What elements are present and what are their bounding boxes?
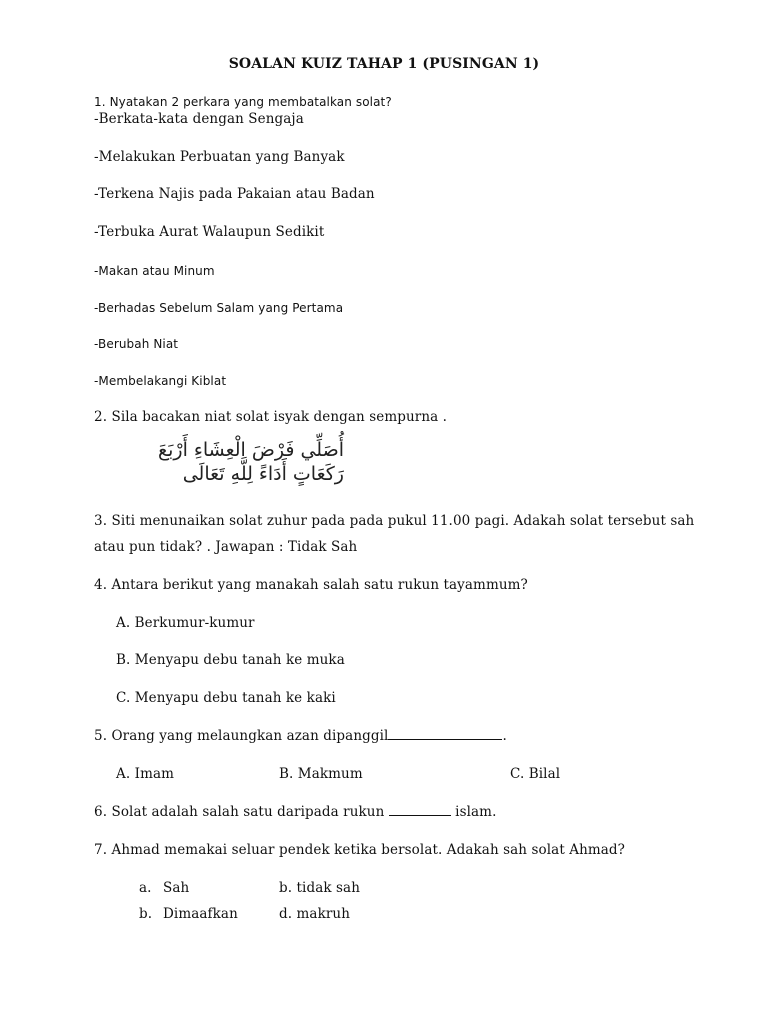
question-5 — [94, 727, 507, 745]
answer-item: -Berkata-kata dengan Sengaja — [94, 111, 304, 127]
option-c: C. Bilal — [510, 766, 561, 782]
question-2: 2. Sila bacakan niat solat isyak dengan sempurna . — [94, 409, 448, 425]
option-a: A. Imam — [116, 766, 175, 782]
option-b: B. Menyapu debu tanah ke muka — [116, 652, 345, 668]
option-b: b. tidak sah — [279, 880, 361, 896]
question-5-text: 5. Orang yang melaungkan azan dipanggil — [94, 728, 389, 744]
option-letter: a. — [139, 880, 152, 896]
option-b: B. Makmum — [279, 766, 363, 782]
answer-item: -Berhadas Sebelum Salam yang Pertama — [94, 301, 344, 315]
question-3-line-1: 3. Siti menunaikan solat zuhur pada pada pukul 11.00 pagi. Adakah solat tersebut sah — [94, 513, 695, 529]
answer-item: -Terbuka Aurat Walaupun Sedikit — [94, 224, 325, 240]
option-letter: b. — [139, 906, 153, 922]
question-1: 1. Nyatakan 2 perkara yang membatalkan solat? — [94, 95, 392, 109]
question-6-text: 6. Solat adalah salah satu daripada rukun — [94, 804, 389, 820]
arabic-niat-text — [94, 438, 344, 492]
page-title: SOALAN KUIZ TAHAP 1 (PUSINGAN 1) — [228, 56, 540, 72]
question-6 — [94, 803, 496, 821]
question-6-end: islam. — [450, 804, 497, 820]
answer-item: -Terkena Najis pada Pakaian atau Badan — [94, 186, 375, 202]
option-a: A. Berkumur-kumur — [116, 615, 255, 631]
option-text: Dimaafkan — [163, 906, 238, 922]
question-7: 7. Ahmad memakai seluar pendek ketika bersolat. Adakah sah solat Ahmad? — [94, 842, 626, 858]
answer-item: -Melakukan Perbuatan yang Banyak — [94, 149, 345, 165]
arabic-line: رَكَعَاتٍ أَدَاءً لِلَّهِ تَعَالَى — [182, 463, 344, 485]
question-5-end: . — [502, 728, 507, 744]
arabic-line: أُصَلِّي فَرْضَ الْعِشَاءِ أَرْبَعَ — [158, 439, 344, 461]
answer-item: -Berubah Niat — [94, 337, 179, 351]
answer-item: -Membelakangi Kiblat — [94, 374, 227, 388]
question-4: 4. Antara berikut yang manakah salah satu rukun tayammum? — [94, 577, 528, 593]
answer-blank — [388, 727, 502, 740]
option-d: d. makruh — [279, 906, 350, 922]
answer-item: -Makan atau Minum — [94, 264, 215, 278]
answer-blank — [389, 803, 451, 816]
option-c: C. Menyapu debu tanah ke kaki — [116, 690, 336, 706]
question-3-line-2: atau pun tidak? . Jawapan : Tidak Sah — [94, 539, 358, 555]
option-text: Sah — [163, 880, 190, 896]
